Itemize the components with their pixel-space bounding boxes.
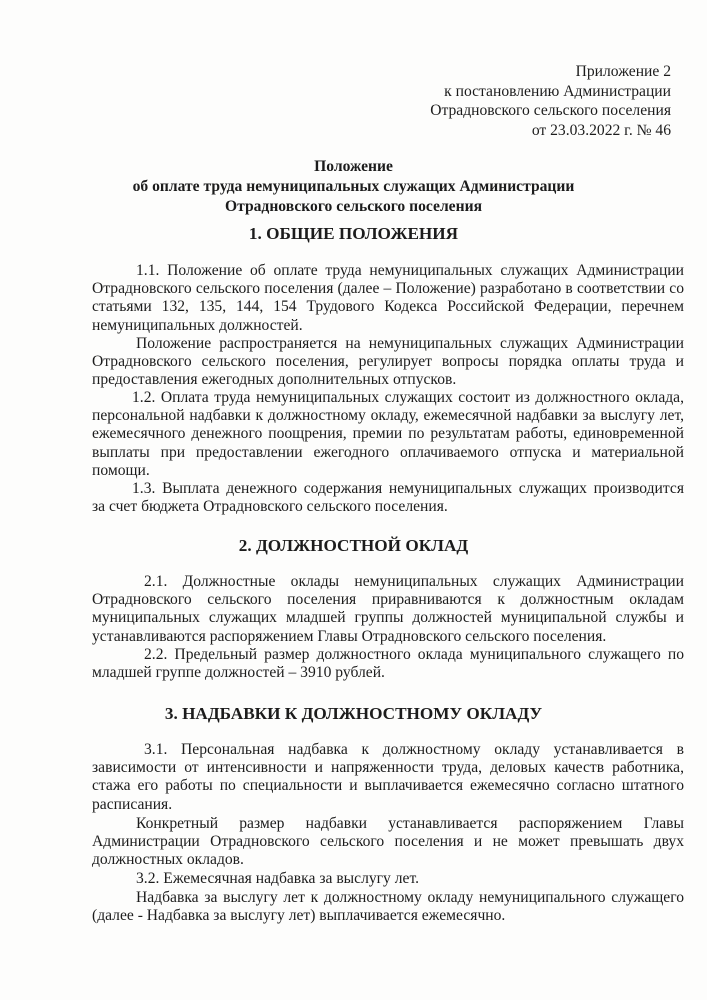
section-1-heading: 1. ОБЩИЕ ПОЛОЖЕНИЯ xyxy=(248,224,459,243)
section-3-paragraph-3: 3.2. Ежемесячная надбавка за выслугу лет. xyxy=(136,870,419,887)
section-3-paragraph-2: Конкретный размер надбавки устанавливается распоряжением Главы Администрации Отрадновского сельского поселения и не может превышать двух должностных окладов. xyxy=(92,815,684,869)
section-2-paragraph-2: 2.2. Предельный размер должностного оклада муниципального служащего по младшей группе должностей – 3910 рублей. xyxy=(92,646,684,682)
title-line-3: Отрадновского сельского поселения xyxy=(224,198,483,215)
section-1-paragraph-1: 1.1. Положение об оплате труда немуниципальных служащих Администрации Отрадновского сельского поселения (далее – Положение) разработано в соответствии со статьями 132, 135, 144, 154 Трудового Кодекса Российской Федерации, перечнем немуниципальных должностей. xyxy=(92,262,684,334)
title-line-2: об оплате труда немуниципальных служащих Администрации xyxy=(132,178,575,195)
section-3-heading: 3. НАДБАВКИ К ДОЛЖНОСТНОМУ ОКЛАДУ xyxy=(164,704,543,723)
section-1-paragraph-3: 1.2. Оплата труда немуниципальных служащих состоит из должностного оклада, персональной надбавки к должностному окладу, ежемесячной надбавки за выслугу лет, ежемесячного денежного поощрения, премии по результатам работы, единовременной выплаты при предоставлении ежегодного оплачиваемого отпуска и материальной помощи. xyxy=(92,389,684,479)
document-title xyxy=(0,157,707,217)
appendix-date-number: от 23.03.2022 г. № 46 xyxy=(531,121,671,139)
section-2-heading: 2. ДОЛЖНОСТНОЙ ОКЛАД xyxy=(238,536,469,555)
section-3-paragraph-4: Надбавка за выслугу лет к должностному окладу немуниципального служащего (далее - Надбавка за выслугу лет) выплачивается ежемесячно. xyxy=(92,889,684,925)
appendix-organization: Отрадновского сельского поселения xyxy=(430,102,671,120)
section-3-paragraph-1: 3.1. Персональная надбавка к должностному окладу устанавливается в зависимости от интенсивности и напряженности труда, деловых качеств работника, стажа его работы по специальности и выплачивается ежемесячно согласно штатного расписания. xyxy=(92,741,684,813)
section-1-paragraph-4: 1.3. Выплата денежного содержания немуниципальных служащих производится за счет бюджета Отрадновского сельского поселения. xyxy=(92,480,684,516)
appendix-resolution: к постановлению Администрации xyxy=(444,82,671,100)
section-1-paragraph-2: Положение распространяется на немуниципальных служащих Администрации Отрадновского сельского поселения, регулирует вопросы порядка оплаты труда и предоставления ежегодных дополнительных отпусков. xyxy=(92,335,684,389)
section-2-paragraph-1: 2.1. Должностные оклады немуниципальных служащих Администрации Отрадновского сельского поселения приравниваются к должностным окладам муниципальных служащих младшей группы должностей муниципальной службы и устанавливаются распоряжением Главы Отрадновского сельского поселения. xyxy=(92,573,684,645)
appendix-header xyxy=(430,62,671,140)
appendix-number: Приложение 2 xyxy=(575,63,671,80)
title-line-1: Положение xyxy=(314,158,393,175)
